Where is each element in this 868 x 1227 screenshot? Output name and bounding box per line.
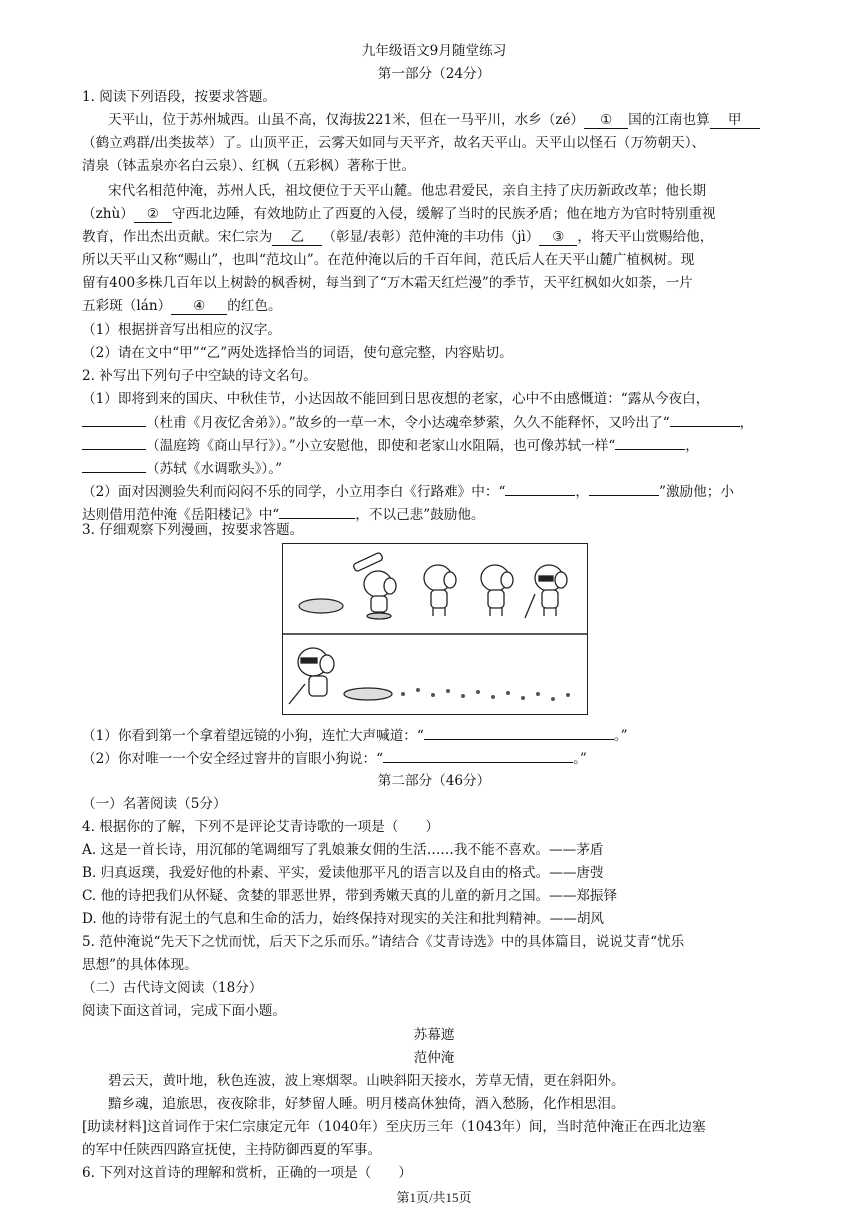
blind-dog-with-cane-icon xyxy=(289,648,334,704)
dog-with-telescope-icon xyxy=(353,552,396,619)
blank-4: ④ xyxy=(171,298,227,315)
q1-stem: 1. 阅读下列语段，按要求答题。 xyxy=(82,89,277,105)
sec1-title: （一）名著阅读（5分） xyxy=(82,796,227,812)
q1-p2-line5: 留有400多株几百年以上树龄的枫香树，每当到了“万木霜天红烂漫”的季节，天平红枫如火如荼，一片 xyxy=(82,275,693,291)
answer-blank[interactable] xyxy=(670,412,740,427)
poem-line2: 黯乡魂，追旅思，夜夜除非，好梦留人睡。明月楼高休独倚，酒入愁肠，化作相思泪。 xyxy=(108,1096,625,1112)
q3-sub1: （1）你看到第一个拿着望远镜的小狗，连忙大声喊道：“ 。” xyxy=(82,725,788,746)
q2-s2-line1: （2）面对因测验失利而闷闷不乐的同学，小立用李白《行路难》中：“ ， ”激励他；小 xyxy=(82,481,788,502)
q1-p2-line4: 所以天平山又称“赐山”，也叫“范坟山”。在范仲淹以后的千百年间，范氏后人在天平山麓广植枫树。现 xyxy=(82,252,695,268)
answer-blank[interactable] xyxy=(82,412,146,427)
answer-blank[interactable] xyxy=(82,458,146,473)
dog-icon xyxy=(481,565,513,616)
q1-p1-line3: 清泉（钵盂泉亦名白云泉）、红枫（五彩枫）著称于世。 xyxy=(82,158,416,174)
answer-blank[interactable] xyxy=(279,504,355,519)
answer-blank[interactable] xyxy=(589,481,659,496)
q1-p2-line2: （zhù） ② 守西北边陲，有效地防止了西夏的入侵，缓解了当时的民族矛盾；他在地方为官时特别重视 xyxy=(82,206,716,222)
poem-line1: 碧云天，黄叶地，秋色连波，波上寒烟翠。山映斜阳天接水，芳草无情，更在斜阳外。 xyxy=(108,1073,625,1089)
q1-p1-line2: （鹤立鸡群/出类拔萃）了。山顶平正，云雾天如同与天平齐，故名天平山。天平山以怪石（万笏朝天）、 xyxy=(82,135,706,151)
q4-option-d[interactable]: D. 他的诗带有泥土的气息和生命的活力，始终保持对现实的关注和批判精神。——胡风 xyxy=(82,911,605,927)
answer-blank[interactable] xyxy=(82,435,146,450)
answer-blank[interactable] xyxy=(424,725,614,740)
note-line1: [助读材料]这首词作于宋仁宗康定元年（1040年）至庆历三年（1043年）间，当时范仲淹正在西北边塞 xyxy=(82,1119,706,1135)
blank-yi: 乙 xyxy=(272,229,322,246)
q2-s2-line2: 达则借用范仲淹《岳阳楼记》中“ ，不以己悲”鼓励他。 xyxy=(82,504,788,525)
q2-s1-line2: （杜甫《月夜忆舍弟》）。”故乡的一草一木，令小达魂牵梦萦，久久不能释怀，又吟出了“ ， xyxy=(82,412,788,433)
answer-blank[interactable] xyxy=(615,435,685,450)
poem-title: 苏幕遮 xyxy=(413,1027,455,1043)
sec2-intro: 阅读下面这首词，完成下面小题。 xyxy=(82,1003,286,1019)
q5-line2: 思想”的具体体现。 xyxy=(82,957,198,973)
q2-stem: 2. 补写出下列句子中空缺的诗文名句。 xyxy=(82,368,317,384)
manhole-icon xyxy=(299,599,343,613)
q6-stem: 6. 下列对这首诗的理解和赏析，正确的一项是（ ） xyxy=(82,1165,412,1181)
comic-image xyxy=(282,543,588,715)
dog-icon xyxy=(424,565,456,616)
q1-sub2: （2）请在文中“甲”“乙”两处选择恰当的词语，使句意完整，内容贴切。 xyxy=(82,345,513,361)
blank-1: ① xyxy=(584,112,628,129)
q4-option-b[interactable]: B. 归真返璞，我爱好他的朴素、平实，爱读他那平凡的语言以及自由的格式。——唐弢 xyxy=(82,865,604,881)
q2-s1-line3: （温庭筠《商山早行》）。”小立安慰他，即使和老家山水阻隔，也可像苏轼一样“ ， xyxy=(82,435,788,456)
manhole-icon xyxy=(344,688,392,700)
footprints-icon xyxy=(401,688,570,701)
part-one-heading: 第一部分（24分） xyxy=(377,66,491,82)
blank-2: ② xyxy=(134,206,172,223)
page-number: 第1页/共15页 xyxy=(396,1190,472,1205)
blind-dog-icon xyxy=(525,565,567,618)
q1-p2-line3: 教育，作出杰出贡献。宋仁宗为 乙 （彰显/表彰）范仲淹的丰功伟（jì） ③ ，将天平山赏赐给他， xyxy=(82,229,714,245)
q5-line1: 5. 范仲淹说“先天下之忧而忧，后天下之乐而乐。”请结合《艾青诗选》中的具体篇目，说说艾青“忧乐 xyxy=(82,934,685,950)
q1-p1-line1: 天平山，位于苏州城西。山虽不高，仅海拔221米，但在一马平川，水乡（zé） ① 国的江南也算 甲 xyxy=(108,110,788,130)
q4-option-c[interactable]: C. 他的诗把我们从怀疑、贪婪的罪恶世界，带到秀嫩天真的儿童的新月之国。——郑振铎 xyxy=(82,888,618,904)
blank-jia: 甲 xyxy=(710,112,760,129)
q2-s1-line1: （1）即将到来的国庆、中秋佳节，小达因故不能回到日思夜想的老家，心中不由感慨道：“露从今夜白， xyxy=(82,391,710,407)
sec2-title: （二）古代诗文阅读（18分） xyxy=(82,980,263,996)
q4-option-a[interactable]: A. 这是一首长诗，用沉郁的笔调细写了乳娘兼女佣的生活……我不能不喜欢。——茅盾 xyxy=(82,842,604,858)
answer-blank[interactable] xyxy=(505,481,575,496)
q1-sub1: （1）根据拼音写出相应的汉字。 xyxy=(82,322,281,338)
page-title: 九年级语文9月随堂练习 xyxy=(361,43,507,59)
part-two-heading: 第二部分（46分） xyxy=(377,773,491,789)
q2-s1-line4: （苏轼《水调歌头》）。” xyxy=(82,458,788,479)
note-line2: 的军中任陕西四路宣抚使，主持防御西夏的军事。 xyxy=(82,1142,382,1158)
q1-p2-line1: 宋代名相范仲淹，苏州人氏，祖坟便位于天平山麓。他忠君爱民，亲自主持了庆历新政改革；他长期 xyxy=(108,183,707,199)
poem-author: 范仲淹 xyxy=(413,1050,455,1066)
comic-drawing xyxy=(283,544,587,714)
q3-sub2: （2）你对唯一一个安全经过窨井的盲眼小狗说：“ 。” xyxy=(82,748,788,769)
q3-stem: 3. 仔细观察下列漫画，按要求答题。 xyxy=(82,522,304,538)
answer-blank[interactable] xyxy=(383,748,573,763)
q4-stem: 4. 根据你的了解，下列不是评论艾青诗歌的一项是（ ） xyxy=(82,819,440,835)
blank-3: ③ xyxy=(539,229,577,246)
q1-p2-line6: 五彩斑（lán） ④ 的红色。 xyxy=(82,298,282,314)
